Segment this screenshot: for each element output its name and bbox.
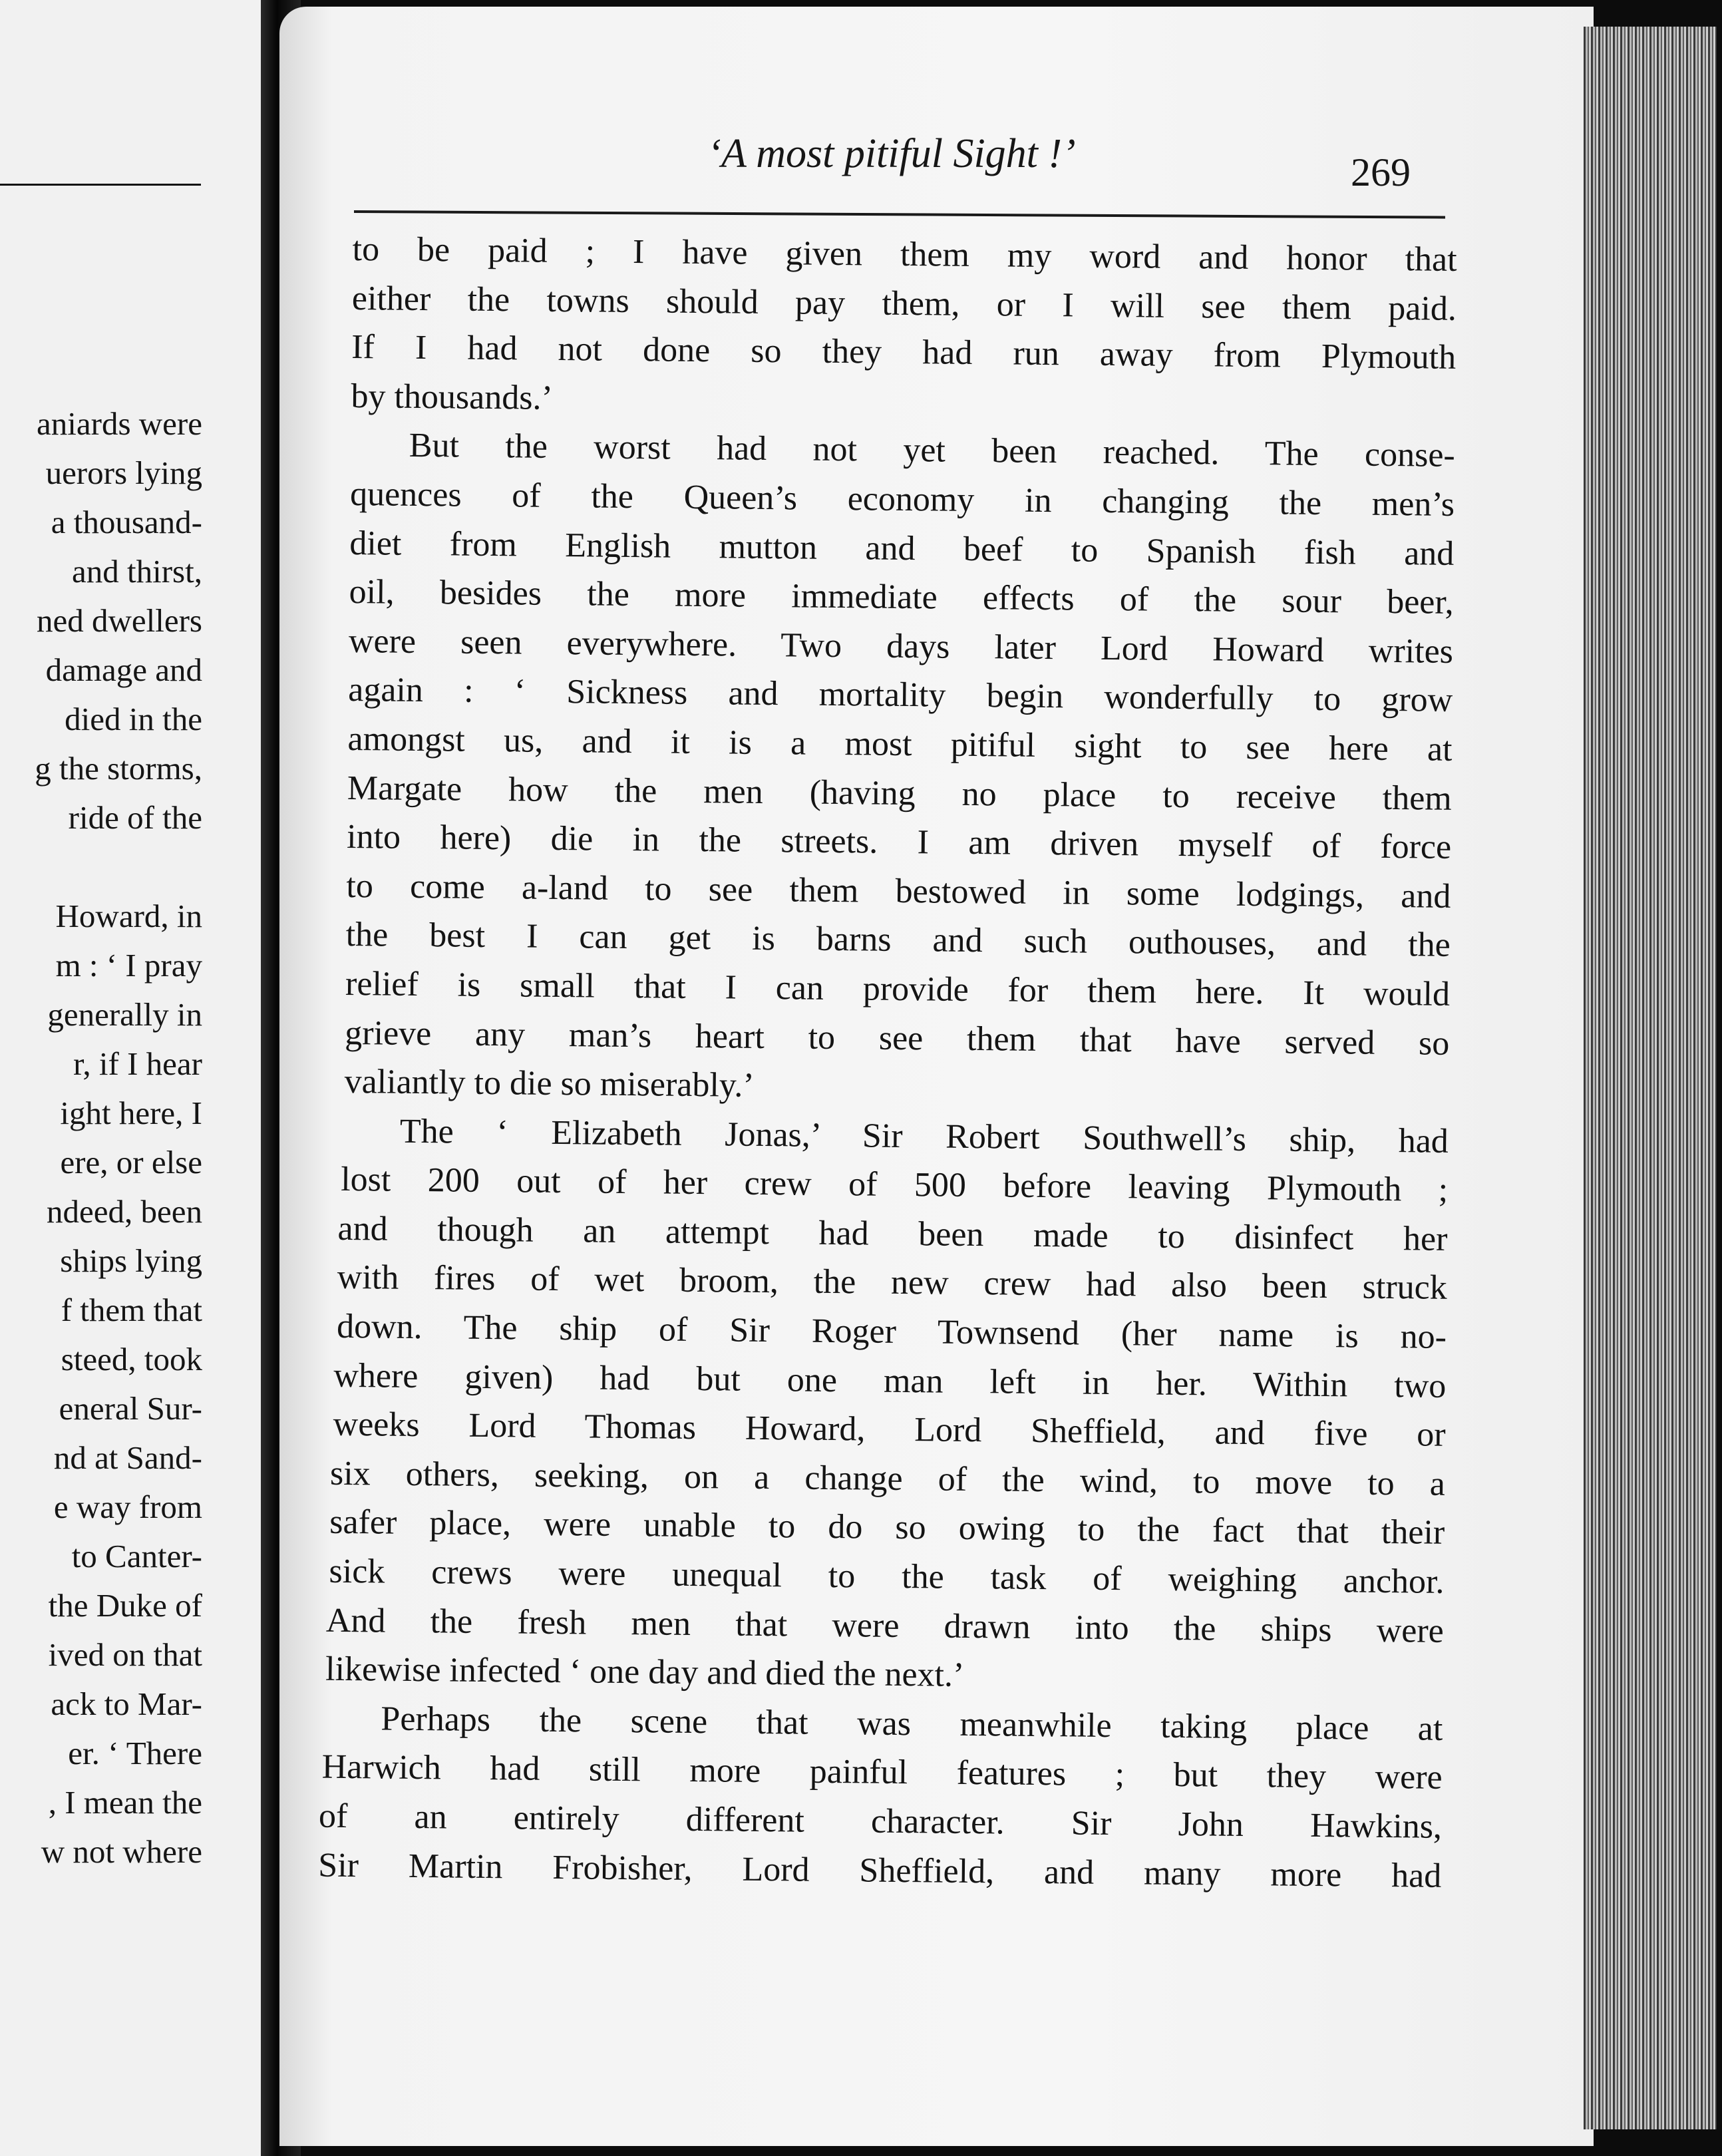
text-line: sick crews were unequal to the task of weighing anchor. <box>329 1552 1445 1601</box>
text-line: to come a-land to see them bestowed in some lodgings, and <box>346 866 1451 916</box>
text-line: weeks Lord Thomas Howard, Lord Sheffield, and five or <box>333 1405 1446 1455</box>
left-page-line: er. ‘ There <box>68 1735 202 1771</box>
left-page-line: ack to Mar- <box>51 1686 202 1722</box>
text-line: The ‘ Elizabeth Jonas,’ Sir Robert Southwell’s ship, had <box>399 1112 1449 1161</box>
header-rule <box>354 210 1445 219</box>
left-page-line: f them that <box>61 1292 202 1328</box>
left-page-rule <box>0 184 201 186</box>
left-page-line: ndeed, been <box>47 1193 202 1230</box>
text-line: where given) had but one man left in her. Within two <box>333 1356 1447 1405</box>
text-line: valiantly to die so miserably.’ <box>344 1063 755 1105</box>
left-page <box>0 0 261 2156</box>
left-page-line: ned dwellers <box>37 602 202 639</box>
left-page-line: ships lying <box>60 1242 202 1279</box>
text-line: Sir Martin Frobisher, Lord Sheffield, and many more had <box>318 1846 1442 1895</box>
text-line: the best I can get is barns and such outhouses, and the <box>345 916 1451 965</box>
text-line: If I had not done so they had run away from Plymouth <box>351 328 1457 377</box>
text-line: Perhaps the scene that was meanwhile taking place at <box>381 1700 1443 1748</box>
left-page-line: generally in <box>47 996 202 1033</box>
left-page-line: died in the <box>65 701 202 737</box>
left-page-line: uerors lying <box>45 454 202 491</box>
text-line: and though an attempt had been made to disinfect her <box>337 1209 1448 1258</box>
left-page-line: to Canter- <box>71 1538 202 1574</box>
text-line: lost 200 out of her crew of 500 before leaving Plymouth ; <box>340 1161 1449 1210</box>
page-number: 269 <box>1351 150 1411 194</box>
text-line: down. The ship of Sir Roger Townsend (her name is no- <box>336 1307 1447 1356</box>
text-line: to be paid ; I have given them my word and honor that <box>352 230 1457 279</box>
text-line: of an entirely different character. Sir John Hawkins, <box>318 1797 1443 1846</box>
left-page-line: Howard, in <box>55 898 202 934</box>
text-line: by thousands.’ <box>351 377 554 417</box>
left-page-line: m : ‘ I pray <box>55 947 202 984</box>
left-page-line: ride of the <box>68 799 202 836</box>
text-line: into here) die in the streets. I am driven myself of force <box>346 818 1452 867</box>
text-line: quences of the Queen’s economy in changing the men’s <box>349 474 1455 524</box>
text-line: again : ‘ Sickness and mortality begin wonderfully to grow <box>348 671 1453 720</box>
left-page-line: nd at Sand- <box>53 1439 202 1476</box>
text-line: either the towns should pay them, or I will see them paid. <box>351 279 1457 328</box>
text-line: And the fresh men that were drawn into the ships were <box>325 1601 1445 1650</box>
text-line: Margate how the men (having no place to receive them <box>347 769 1453 818</box>
text-line: grieve any man’s heart to see them that have served so <box>345 1013 1450 1063</box>
left-page-line: g the storms, <box>35 750 202 787</box>
text-line: likewise infected ‘ one day and died the next.’ <box>325 1650 965 1695</box>
left-page-line: and thirst, <box>72 553 202 590</box>
text-line: amongst us, and it is a most pitiful sight to see here at <box>347 719 1453 769</box>
running-title: ‘A most pitiful Sight !’ <box>707 131 1076 176</box>
left-page-line: aniards were <box>37 405 202 442</box>
text-line: oil, besides the more immediate effects of the sour beer, <box>349 573 1454 622</box>
left-page-line: ere, or else <box>60 1144 202 1180</box>
left-page-line: r, if I hear <box>73 1045 202 1082</box>
text-line: safer place, were unable to do so owing to the fact that their <box>329 1503 1445 1552</box>
left-page-line <box>0 842 202 892</box>
left-page-line: a thousand- <box>51 504 202 540</box>
text-line: But the worst had not yet been reached. The conse- <box>409 427 1456 475</box>
left-page-line: w not where <box>41 1833 202 1870</box>
left-page-line: , I mean the <box>48 1784 202 1821</box>
text-line: six others, seeking, on a change of the wind, to move to a <box>329 1454 1446 1503</box>
left-page-line: damage and <box>45 651 202 688</box>
text-line: Harwich had still more painful features ; but they were <box>321 1748 1443 1797</box>
page-edges <box>1584 27 1717 2129</box>
text-line: with fires of wet broom, the new crew had also been struck <box>337 1258 1448 1308</box>
text-line: were seen everywhere. Two days later Lord Howard writes <box>348 622 1454 671</box>
left-page-line: ived on that <box>48 1636 202 1673</box>
left-page-line: steed, took <box>61 1341 202 1377</box>
left-page-line: the Duke of <box>48 1587 202 1624</box>
text-line: diet from English mutton and beef to Spanish fish and <box>349 524 1455 573</box>
left-page-line: ight here, I <box>60 1095 202 1131</box>
right-page <box>279 7 1594 2146</box>
running-head <box>279 7 1594 206</box>
left-page-line: eneral Sur- <box>59 1390 202 1427</box>
left-page-line: e way from <box>53 1489 202 1525</box>
left-page-text <box>0 399 202 1877</box>
text-line: relief is small that I can provide for them here. It would <box>345 964 1451 1013</box>
body-text <box>318 225 1457 1900</box>
